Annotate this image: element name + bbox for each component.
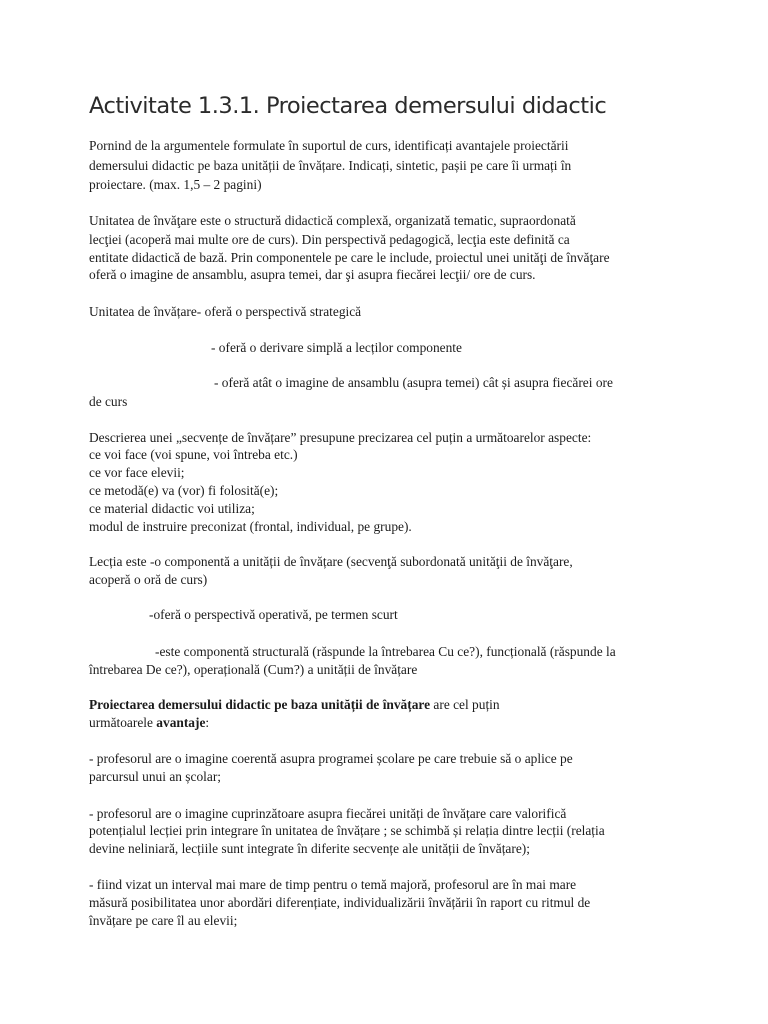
list-item: ce vor face elevii; — [89, 465, 185, 480]
bullet-line: măsură posibilitatea unor abordări diferențiate, individualizării învățării în raport cu ritmul de — [89, 895, 591, 910]
intro-line: demersului didactic pe baza unității de învățare. Indicați, sintetic, pașii pe care îi urmați în — [89, 158, 572, 173]
bullet-line: învățare pe care îl au elevii; — [89, 913, 238, 928]
indented-line: -oferă o perspectivă operativă, pe termen scurt — [149, 607, 398, 622]
paragraph-line: acoperă o oră de curs) — [89, 572, 208, 587]
intro-line: Pornind de la argumentele formulate în suportul de curs, identificați avantajele proiectării — [89, 138, 569, 153]
indented-line: -este componentă structurală (răspunde la întrebarea Cu ce?), funcțională (răspunde la — [155, 644, 616, 659]
paragraph-line: entitate didactică de bază. Prin componentele pe care le include, proiectul unei unităţi de învăţare — [89, 250, 610, 265]
paragraph-line: Lecția este -o componentă a unității de învățare (secvenţă subordonată unităţii de învăţare, — [89, 554, 573, 569]
list-item: modul de instruire preconizat (frontal, individual, pe grupe). — [89, 519, 412, 534]
list-item: ce material didactic voi utiliza; — [89, 501, 255, 516]
heading-text: are cel puțin — [430, 697, 500, 712]
list-item: ce voi face (voi spune, voi întreba etc.) — [89, 447, 298, 462]
list-item: ce metodă(e) va (vor) fi folosită(e); — [89, 483, 279, 498]
indented-line: - oferă atât o imagine de ansamblu (asupra temei) cât și asupra fiecărei ore — [214, 375, 613, 390]
heading-text: : — [205, 715, 210, 730]
section-heading-line — [89, 714, 209, 732]
indented-line: - oferă o derivare simplă a lecților componente — [211, 340, 462, 355]
paragraph-line: de curs — [89, 394, 128, 409]
paragraph-line: Unitatea de învăţare este o structură didactică complexă, organizată tematic, supraordonată — [89, 213, 576, 228]
bullet-line: - fiind vizat un interval mai mare de timp pentru o temă majoră, profesorul are în mai mare — [89, 877, 577, 892]
bullet-line: potențialul lecției prin integrare în unitatea de învățare ; se schimbă și relația dintre lecții (relația — [89, 823, 605, 838]
paragraph-line: întrebarea De ce?), operațională (Cum?) a unității de învățare — [89, 662, 418, 677]
heading-text: următoarele — [89, 715, 157, 730]
bullet-line: parcursul unui an școlar; — [89, 769, 222, 784]
section-heading-line — [89, 696, 500, 714]
paragraph-line: Descrierea unei „secvențe de învățare” presupune precizarea cel puțin a următoarelor aspecte: — [89, 430, 592, 445]
intro-line: proiectare. (max. 1,5 – 2 pagini) — [89, 177, 262, 192]
paragraph-line: oferă o imagine de ansamblu, asupra temei, dar şi asupra fiecărei lecţii/ ore de curs. — [89, 267, 536, 282]
heading-bold-text: Proiectarea demersului didactic pe baza unității de învățare — [89, 697, 431, 712]
heading-bold-text: avantaje — [156, 715, 206, 730]
bullet-line: - profesorul are o imagine cuprinzătoare asupra fiecărei unități de învățare care valorifică — [89, 806, 567, 821]
paragraph-line: lecţiei (acoperă mai multe ore de curs). Din perspectivă pedagogică, lecţia este definită ca — [89, 232, 570, 247]
bullet-line: - profesorul are o imagine coerentă asupra programei școlare pe care trebuie să o aplice pe — [89, 751, 573, 766]
bullet-line: devine neliniară, lecțiile sunt integrate în diferite secvențe ale unității de învățare); — [89, 841, 530, 856]
paragraph-line: Unitatea de învățare- oferă o perspectivă strategică — [89, 304, 362, 319]
page-title: Activitate 1.3.1. Proiectarea demersului didactic — [89, 93, 607, 119]
